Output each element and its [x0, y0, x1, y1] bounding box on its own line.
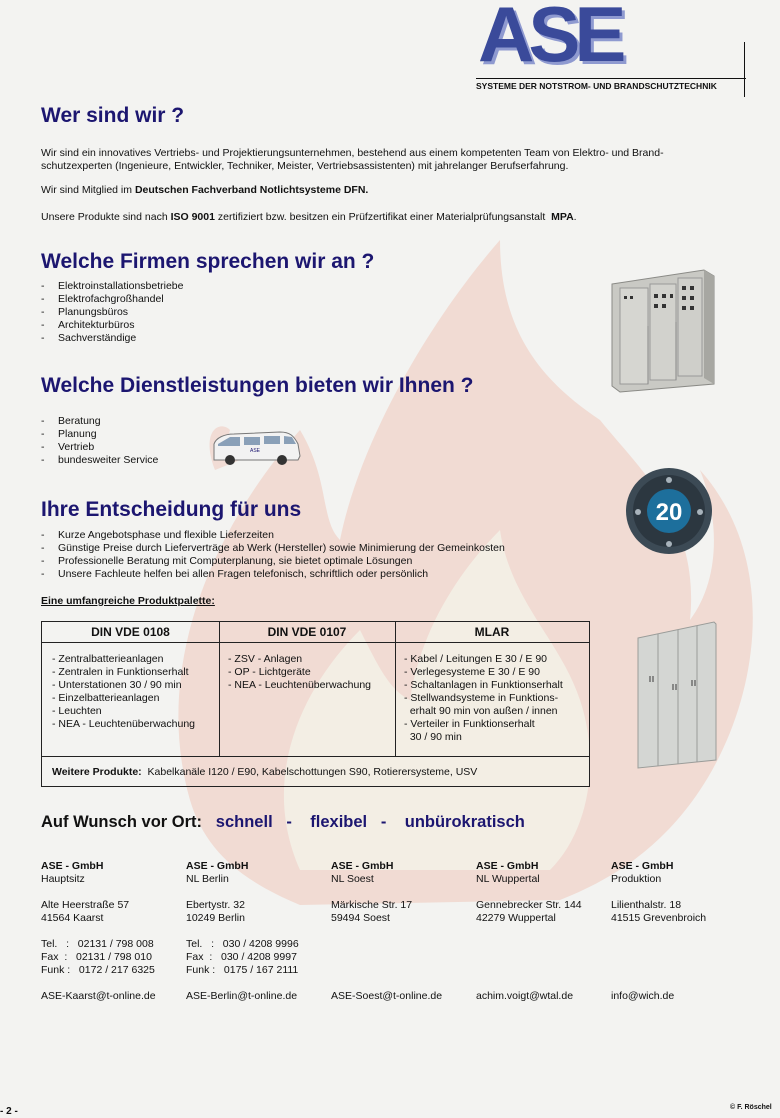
onsite-unbureaucratic: unbürokratisch — [404, 813, 525, 831]
heading-firms: Welche Firmen sprechen wir an ? — [41, 250, 375, 273]
company-name: ASE - GmbH — [331, 860, 394, 872]
address-block-berlin — [186, 860, 299, 1003]
branch-name: NL Wuppertal — [476, 873, 540, 885]
table-cell: - Zentralbatterieanlagen — [52, 653, 164, 665]
email-link[interactable]: achim.voigt@wtal.de — [476, 990, 574, 1002]
logo-rule — [476, 78, 746, 79]
table-header-cell: DIN VDE 0108 — [91, 625, 170, 639]
company-name: ASE - GmbH — [476, 860, 539, 872]
table-header-cell: MLAR — [474, 625, 510, 639]
table-cell: - Verteiler in Funktionserhalt — [404, 718, 535, 730]
company-name: ASE - GmbH — [41, 860, 104, 872]
onsite-label: Auf Wunsch vor Ort: — [41, 813, 203, 831]
copyright-note: © F. Röschel — [730, 1104, 772, 1111]
list-item: - Vertrieb — [41, 441, 158, 454]
phone: Tel. : 030 / 4208 9996 — [186, 938, 299, 950]
city: 10249 Berlin — [186, 912, 245, 924]
table-divider — [219, 622, 220, 757]
ase-logo — [476, 2, 756, 97]
city: 42279 Wuppertal — [476, 912, 556, 924]
city: 41564 Kaarst — [41, 912, 104, 924]
table-column-vde0108 — [52, 653, 195, 731]
product-table — [41, 621, 590, 787]
table-cell: - OP - Lichtgeräte — [228, 666, 311, 678]
mpa-label: MPA — [551, 211, 574, 223]
svg-text:ASE: ASE — [250, 448, 261, 454]
logo-tagline: SYSTEME DER NOTSTROM- UND BRANDSCHUTZTECHNIK — [476, 81, 717, 91]
onsite-separator: - — [380, 813, 387, 831]
decision-list — [41, 529, 505, 581]
table-cell: - Verlegesysteme E 30 / E 90 — [404, 666, 540, 678]
more-products-label: Weitere Produkte: — [52, 766, 142, 778]
email-link[interactable]: ASE-Berlin@t-online.de — [186, 990, 298, 1002]
who-line-2: schutzexperten (Ingenieure, Entwickler, Techniker, Meister, Vertriebsassistenten) mit jahrelanger Berufserfahrung. — [41, 160, 569, 172]
logo-wordmark: ASE — [478, 0, 621, 78]
email-link[interactable]: ASE-Kaarst@t-online.de — [41, 990, 156, 1002]
list-item: - Planungsbüros — [41, 306, 184, 319]
service-van-image — [210, 428, 302, 468]
heading-decision: Ihre Entscheidung für uns — [41, 498, 302, 521]
table-cell: - ZSV - Anlagen — [228, 653, 303, 665]
list-item: - Kurze Angebotsphase und flexible Lieferzeiten — [41, 529, 505, 542]
list-item: - Unsere Fachleute helfen bei allen Fragen telefonisch, schriftlich oder persönlich — [41, 568, 505, 581]
company-name: ASE - GmbH — [611, 860, 674, 872]
phone: Tel. : 02131 / 798 008 — [41, 938, 154, 950]
table-cell: 30 / 90 min — [404, 731, 462, 743]
company-name: ASE - GmbH — [186, 860, 249, 872]
fax: Fax : 02131 / 798 010 — [41, 951, 152, 963]
mobile: Funk : 0172 / 217 6325 — [41, 964, 155, 976]
emergency-light-badge-image — [624, 466, 714, 556]
list-item: - Sachverständige — [41, 332, 184, 345]
branch-name: NL Berlin — [186, 873, 229, 885]
badge-number: 20 — [655, 499, 683, 526]
list-item: - Elektrofachgroßhandel — [41, 293, 184, 306]
table-cell: erhalt 90 min von außen / innen — [404, 705, 558, 717]
fire-protection-cabinet-image — [636, 620, 718, 770]
table-cell: - Stellwandsysteme in Funktions- — [404, 692, 559, 704]
fax: Fax : 030 / 4208 9997 — [186, 951, 297, 963]
onsite-flexible: flexibel — [310, 813, 368, 831]
email-link[interactable]: ASE-Soest@t-online.de — [331, 990, 443, 1002]
dfn-name: Deutschen Fachverband Notlichtsysteme DFN. — [134, 184, 369, 196]
table-cell: - Kabel / Leitungen E 30 / E 90 — [404, 653, 548, 665]
logo-vertical-rule — [744, 42, 745, 97]
iso-intro: Unsere Produkte sind nach — [41, 211, 171, 223]
city: 41515 Grevenbroich — [611, 912, 707, 924]
page-number: - 2 - — [0, 1106, 18, 1117]
street: Märkische Str. 17 — [331, 899, 413, 911]
services-list — [41, 415, 158, 467]
who-line-1: Wir sind ein innovatives Vertriebs- und Projektierungsunternehmen, bestehend aus einem kompetenten Team von Elektro- und Brand- — [41, 147, 664, 159]
table-header-cell: DIN VDE 0107 — [267, 625, 347, 639]
address-block-grevenbroich — [611, 860, 706, 1003]
table-cell: - NEA - Leuchtenüberwachung — [228, 679, 372, 691]
table-column-mlar — [404, 653, 563, 744]
list-item: - Günstige Preise durch Lieferverträge ab Werk (Hersteller) sowie Minimierung der Gemeinkosten — [41, 542, 505, 555]
table-header-row — [42, 622, 589, 643]
iso-label: ISO 9001 — [170, 211, 215, 223]
table-cell: - NEA - Leuchtenüberwachung — [52, 718, 196, 730]
branch-name: Hauptsitz — [41, 873, 85, 885]
city: 59494 Soest — [331, 912, 390, 924]
heading-who: Wer sind wir ? — [41, 104, 185, 127]
dfn-intro: Wir sind Mitglied im — [41, 184, 135, 196]
street: Ebertystr. 32 — [186, 899, 245, 911]
branch-name: Produktion — [611, 873, 662, 885]
who-paragraph-2 — [41, 184, 368, 197]
table-cell: - Schaltanlagen in Funktionserhalt — [404, 679, 563, 691]
table-column-vde0107 — [228, 653, 371, 692]
iso-middle: zertifiziert bzw. besitzen ein Prüfzertifikat einer Materialprüfungsanstalt — [214, 211, 552, 223]
branch-name: NL Soest — [331, 873, 374, 885]
street: Gennebrecker Str. 144 — [476, 899, 582, 911]
street: Alte Heerstraße 57 — [41, 899, 130, 911]
product-range-title: Eine umfangreiche Produktpalette: — [41, 595, 215, 607]
onsite-separator: - — [286, 813, 292, 831]
list-item: - bundesweiter Service — [41, 454, 158, 467]
table-footer-row — [42, 756, 589, 786]
who-paragraph-1 — [41, 147, 761, 173]
iso-end: . — [573, 211, 577, 223]
who-paragraph-3 — [41, 211, 577, 224]
mobile: Funk : 0175 / 167 2111 — [186, 964, 299, 976]
table-cell: - Leuchten — [52, 705, 102, 717]
address-block-soest — [331, 860, 442, 1003]
onsite-tagline — [41, 813, 525, 832]
list-item: - Architekturbüros — [41, 319, 184, 332]
heading-services: Welche Dienstleistungen bieten wir Ihnen ? — [41, 374, 474, 397]
firms-list — [41, 280, 184, 345]
onsite-fast: schnell — [215, 813, 273, 831]
list-item: - Professionelle Beratung mit Computerplanung, sie bietet optimale Lösungen — [41, 555, 505, 568]
list-item: - Beratung — [41, 415, 158, 428]
more-products-text: Kabelkanäle I120 / E90, Kabelschottungen S90, Rotierersysteme, USV — [147, 766, 478, 778]
email-link[interactable]: info@wich.de — [611, 990, 675, 1002]
table-cell: - Einzelbatterieanlagen — [52, 692, 160, 704]
table-cell: - Zentralen in Funktionserhalt — [52, 666, 189, 678]
table-cell: - Unterstationen 30 / 90 min — [52, 679, 182, 691]
table-divider — [395, 622, 396, 757]
list-item: - Planung — [41, 428, 158, 441]
list-item: - Elektroinstallationsbetriebe — [41, 280, 184, 293]
address-block-wuppertal — [476, 860, 582, 1003]
street: Lilienthalstr. 18 — [611, 899, 682, 911]
switchgear-cabinet-image — [608, 266, 716, 394]
address-block-kaarst — [41, 860, 156, 1003]
